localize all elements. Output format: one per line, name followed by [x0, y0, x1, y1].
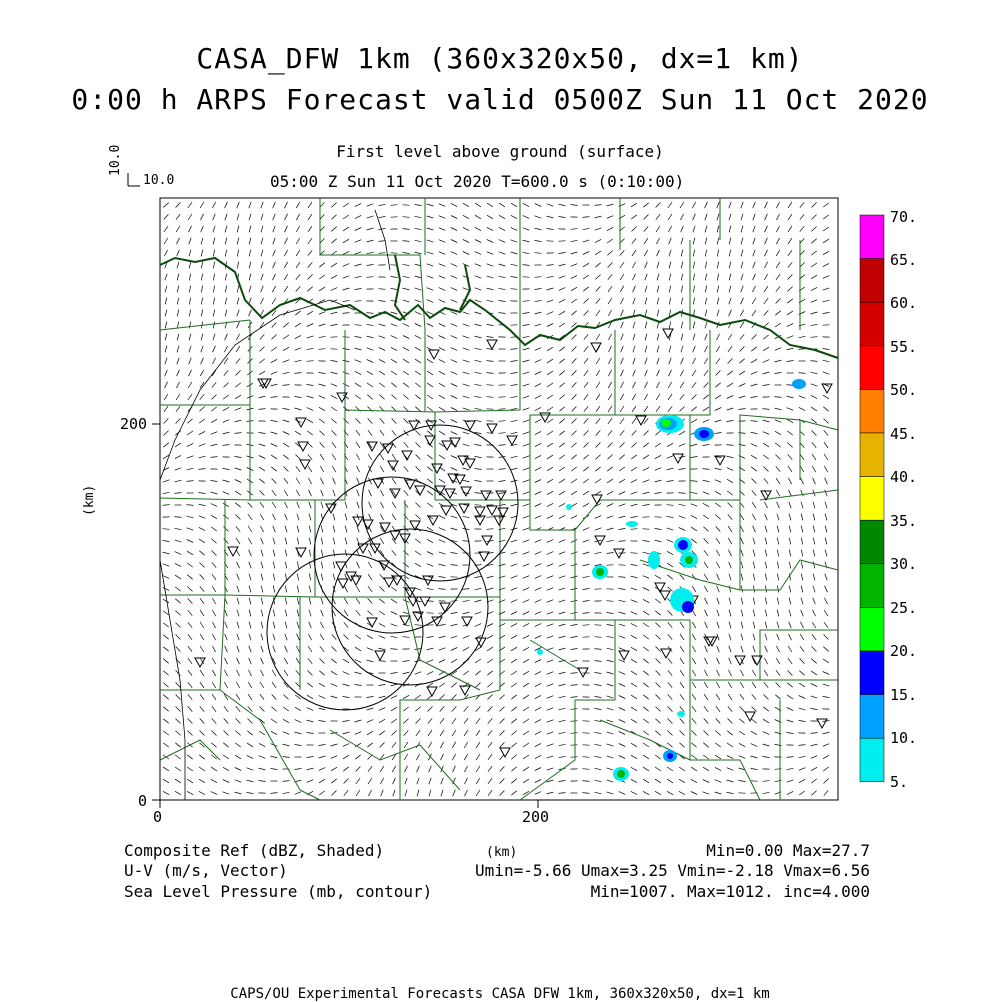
colorbar-swatch	[860, 389, 884, 433]
colorbar-label-45: 45.	[890, 425, 917, 443]
x-tick-0: 0	[153, 808, 162, 826]
colorbar-swatch	[860, 651, 884, 695]
vector-key-vertical-label: 10.0	[108, 145, 123, 176]
colorbar-swatch	[860, 520, 884, 564]
colorbar-label-25: 25.	[890, 599, 917, 617]
field-slp-contour: Sea Level Pressure (mb, contour)	[124, 882, 432, 901]
y-axis-unit: (km)	[82, 485, 97, 516]
y-tick-200: 200	[120, 415, 147, 433]
pressure-stats: Min=1007. Max=1012. inc=4.000	[591, 882, 870, 901]
time-subtitle: 05:00 Z Sun 11 Oct 2020 T=600.0 s (0:10:00)	[270, 172, 684, 191]
wind-stats: Umin=-5.66 Umax=3.25 Vmin=-2.18 Vmax=6.56	[475, 861, 870, 880]
colorbar-swatch	[860, 259, 884, 303]
field-uv-vector: U-V (m/s, Vector)	[124, 861, 288, 880]
colorbar-label-55: 55.	[890, 338, 917, 356]
colorbar-swatch	[860, 607, 884, 651]
colorbar	[860, 215, 884, 782]
x-tick-200: 200	[522, 808, 549, 826]
x-axis-unit: (km)	[486, 845, 517, 860]
colorbar-swatch	[860, 433, 884, 477]
colorbar-swatch	[860, 477, 884, 521]
colorbar-label-15: 15.	[890, 686, 917, 704]
colorbar-swatch	[860, 302, 884, 346]
colorbar-label-65: 65.	[890, 251, 917, 269]
colorbar-label-50: 50.	[890, 381, 917, 399]
colorbar-label-20: 20.	[890, 642, 917, 660]
colorbar-label-40: 40.	[890, 468, 917, 486]
colorbar-label-70: 70.	[890, 208, 917, 226]
colorbar-label-30: 30.	[890, 555, 917, 573]
colorbar-label-60: 60.	[890, 294, 917, 312]
y-tick-0: 0	[138, 792, 147, 810]
colorbar-swatch	[860, 738, 884, 782]
colorbar-swatch	[860, 695, 884, 739]
colorbar-swatch	[860, 215, 884, 259]
colorbar-label-10: 10.	[890, 729, 917, 747]
vector-key-horizontal-label: 10.0	[143, 173, 174, 188]
colorbar-swatch	[860, 346, 884, 390]
credit-line: CAPS/OU Experimental Forecasts CASA DFW 1km, 360x320x50, dx=1 km	[0, 986, 1000, 1002]
vector-key-arrow	[128, 173, 140, 186]
plot-title-line2: 0:00 h ARPS Forecast valid 0500Z Sun 11 Oct 2020	[0, 83, 1000, 116]
colorbar-label-35: 35.	[890, 512, 917, 530]
plot-title-line1: CASA_DFW 1km (360x320x50, dx=1 km)	[0, 42, 1000, 75]
colorbar-label-5: 5.	[890, 773, 908, 791]
level-subtitle: First level above ground (surface)	[0, 142, 1000, 161]
field-composite-ref: Composite Ref (dBZ, Shaded)	[124, 841, 384, 860]
ref-stats: Min=0.00 Max=27.7	[706, 841, 870, 860]
colorbar-swatch	[860, 564, 884, 608]
